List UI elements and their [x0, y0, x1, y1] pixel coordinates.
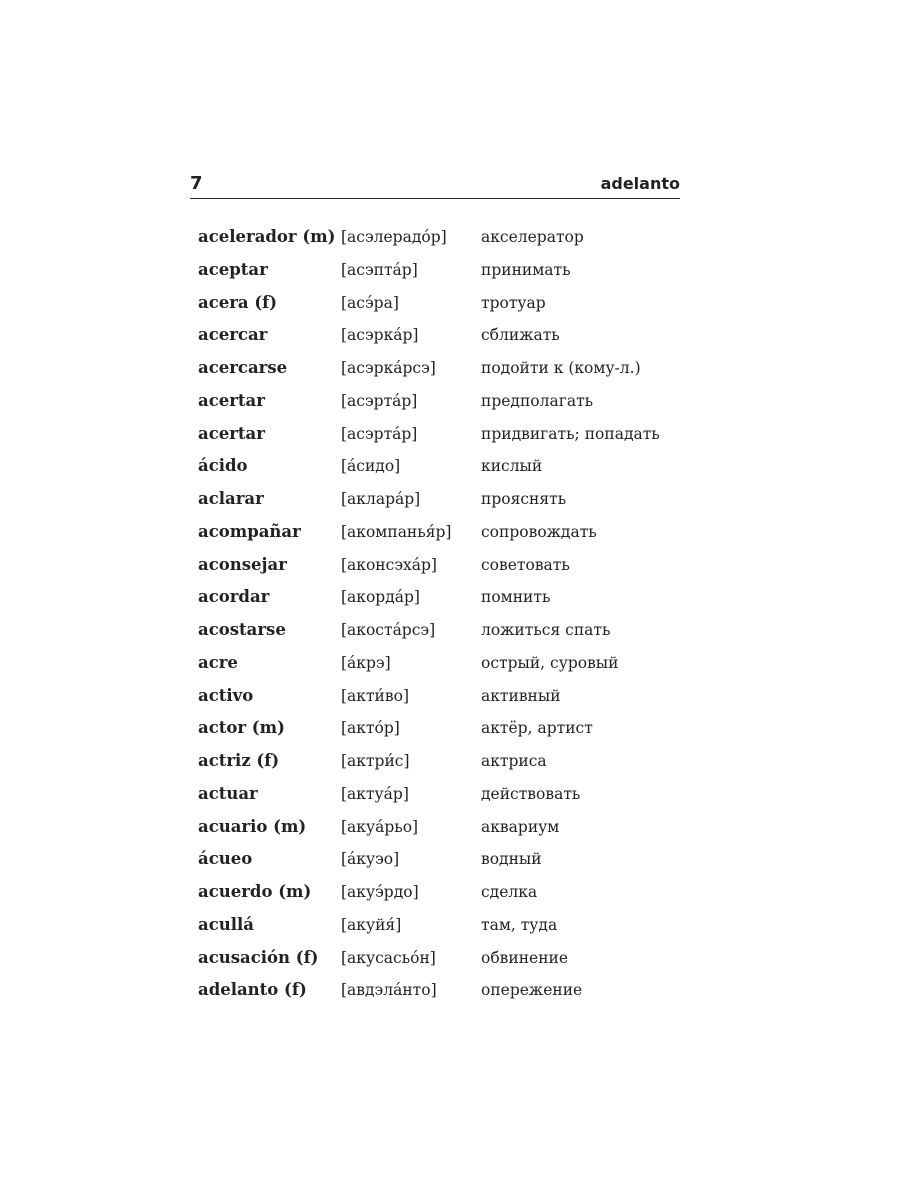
entry-pronunciation: [асэрта́р] [341, 391, 418, 410]
entry-translation: аквариум [481, 817, 560, 836]
entry-headword: ácueo [198, 849, 253, 869]
entry-translation: акселератор [481, 228, 584, 246]
entry-pronunciation: [а́сидо] [341, 457, 401, 476]
entry-pronunciation: [асэрка́рсэ] [341, 359, 436, 377]
entry-translation: активный [481, 686, 561, 705]
entry-headword: acuario (m) [198, 816, 307, 836]
dictionary-entry [198, 320, 678, 353]
entry-translation: актриса [481, 752, 547, 770]
entry-pronunciation: [аклара́р] [341, 490, 421, 508]
dictionary-entry [198, 288, 678, 321]
dictionary-entry [198, 550, 678, 583]
entry-translation: подойти к (кому-л.) [481, 359, 641, 377]
entry-translation: придвигать; попадать [481, 424, 660, 443]
entry-headword: aceptar [198, 259, 268, 279]
entry-headword: acercarse [198, 358, 288, 377]
entry-translation: острый, суровый [481, 653, 619, 672]
entry-pronunciation: [асэлерадо́р] [341, 228, 447, 246]
entry-translation: водный [481, 850, 542, 869]
entry-translation: прояснять [481, 490, 567, 508]
entry-pronunciation: [акусасьо́н] [341, 948, 436, 967]
dictionary-entry [198, 451, 678, 484]
entry-translation: кислый [481, 457, 543, 476]
entry-pronunciation: [асэрка́р] [341, 326, 419, 345]
entry-translation: сближать [481, 326, 560, 345]
entry-headword: acertar [198, 390, 265, 410]
dictionary-entry [198, 419, 678, 452]
entry-pronunciation: [аконсэха́р] [341, 555, 437, 574]
entry-translation: обвинение [481, 948, 569, 967]
entry-headword: actriz (f) [198, 751, 280, 770]
entry-pronunciation: [акоста́рсэ] [341, 621, 436, 639]
entry-headword: actor (m) [198, 718, 285, 738]
dictionary-entry [198, 255, 678, 288]
entry-translation: действовать [481, 784, 581, 803]
dictionary-entry [198, 582, 678, 615]
entry-pronunciation: [акомпанья́р] [341, 522, 452, 541]
dictionary-entry [198, 910, 678, 943]
entry-headword: acuerdo (m) [198, 882, 312, 901]
dictionary-entry [198, 648, 678, 681]
entry-headword: acelerador (m) [198, 227, 336, 246]
entry-pronunciation: [акуэ́рдо] [341, 883, 419, 901]
entry-headword: ácido [198, 456, 248, 476]
dictionary-entry [198, 779, 678, 812]
dictionary-entry [198, 681, 678, 714]
entry-pronunciation: [асэпта́р] [341, 260, 418, 279]
entry-pronunciation: [актри́с] [341, 752, 410, 770]
entry-pronunciation: [асэ́ра] [341, 293, 399, 312]
dictionary-entry [198, 386, 678, 419]
dictionary-entry [198, 713, 678, 746]
dictionary-entry [198, 517, 678, 550]
dictionary-entry [198, 943, 678, 976]
entry-headword: acompañar [198, 521, 301, 541]
entry-pronunciation: [а́крэ] [341, 653, 391, 672]
entry-pronunciation: [авдэла́нто] [341, 981, 437, 1000]
entry-pronunciation: [акуйя́] [341, 915, 402, 934]
entry-translation: принимать [481, 260, 571, 279]
dictionary-entry [198, 353, 678, 386]
entry-headword: acera (f) [198, 292, 278, 312]
dictionary-entries [198, 222, 678, 1008]
entry-headword: acostarse [198, 620, 286, 639]
entry-headword: activo [198, 685, 254, 705]
entry-translation: сопровождать [481, 522, 597, 541]
dictionary-entry [198, 812, 678, 845]
dictionary-entry [198, 844, 678, 877]
dictionary-entry [198, 877, 678, 910]
entry-headword: acullá [198, 914, 254, 934]
entry-translation: ложиться спать [481, 621, 611, 639]
dictionary-entry [198, 746, 678, 779]
entry-headword: acercar [198, 325, 268, 345]
entry-headword: acre [198, 652, 238, 672]
dictionary-entry [198, 615, 678, 648]
entry-headword: acertar [198, 423, 265, 443]
entry-pronunciation: [асэрта́р] [341, 424, 418, 443]
entry-translation: предполагать [481, 391, 594, 410]
entry-headword: acusación (f) [198, 947, 319, 967]
entry-headword: aclarar [198, 489, 264, 508]
dictionary-entry [198, 222, 678, 255]
entry-pronunciation: [а́куэо] [341, 850, 400, 869]
dictionary-entry [198, 484, 678, 517]
entry-translation: советовать [481, 555, 570, 574]
entry-headword: actuar [198, 783, 258, 803]
entry-pronunciation: [акорда́р] [341, 588, 420, 607]
entry-translation: актёр, артист [481, 719, 593, 738]
entry-translation: тротуар [481, 293, 546, 312]
entry-pronunciation: [акти́во] [341, 686, 409, 705]
entry-headword: adelanto (f) [198, 980, 307, 1000]
entry-headword: aconsejar [198, 554, 287, 574]
entry-headword: acordar [198, 587, 270, 607]
entry-translation: опережение [481, 981, 583, 1000]
entry-pronunciation: [акуа́рьо] [341, 817, 419, 836]
dictionary-entry [198, 975, 678, 1008]
entry-pronunciation: [актуа́р] [341, 784, 409, 803]
running-head: adelanto [600, 174, 680, 193]
entry-translation: сделка [481, 883, 538, 901]
page-number: 7 [190, 173, 203, 194]
entry-pronunciation: [акто́р] [341, 719, 400, 738]
page-header [190, 172, 680, 199]
entry-translation: там, туда [481, 915, 558, 934]
entry-translation: помнить [481, 588, 551, 607]
